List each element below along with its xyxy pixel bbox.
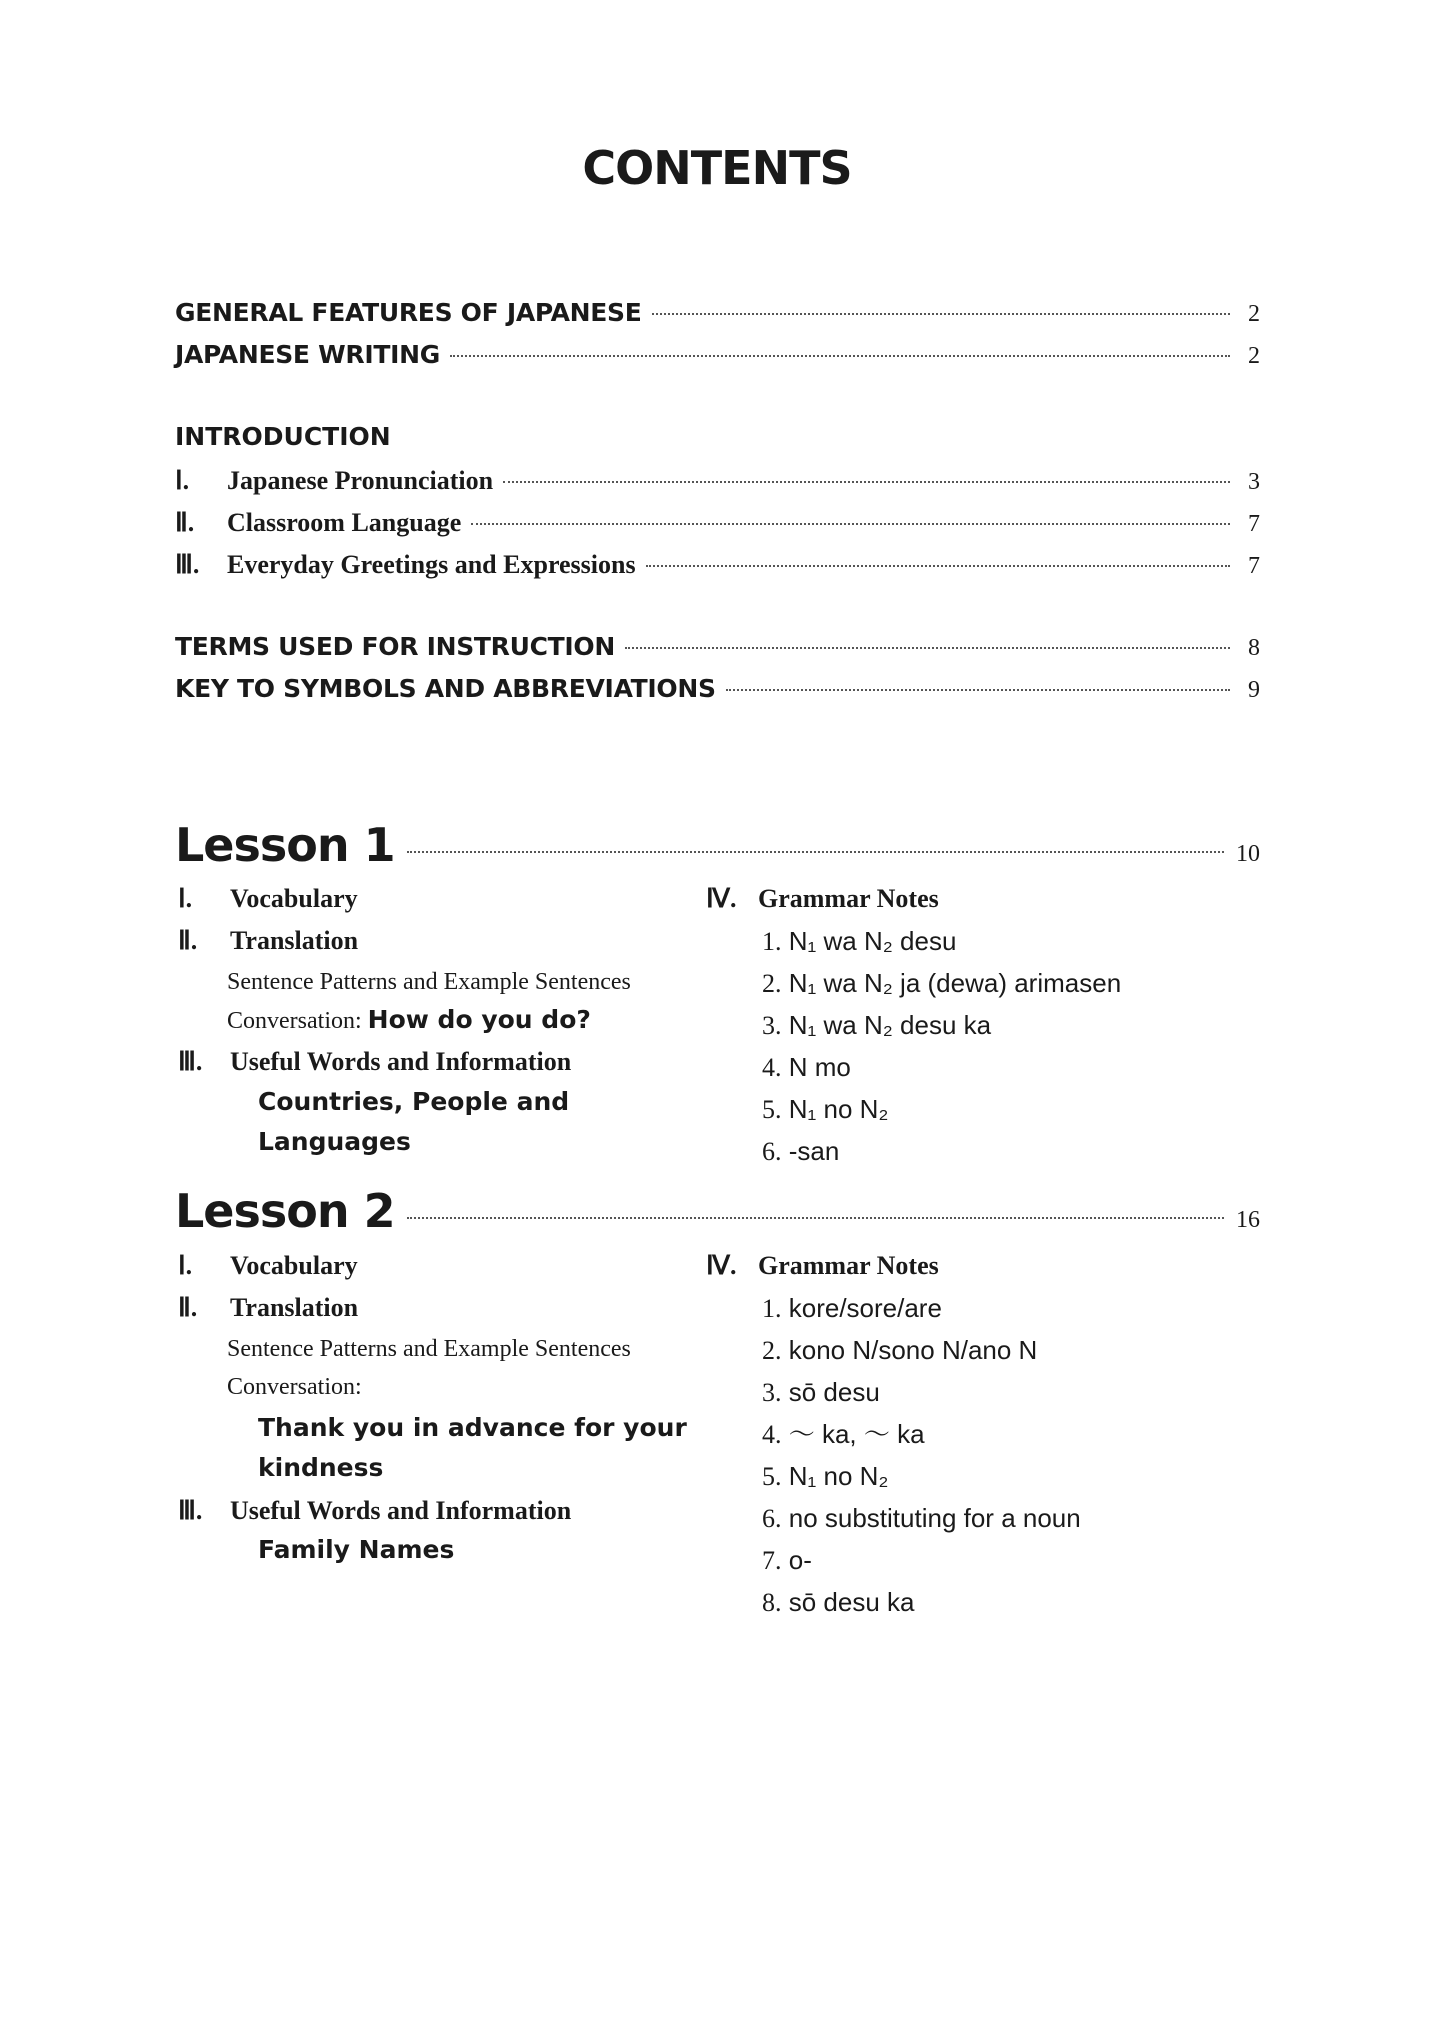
grammar-note-item[interactable]: [762, 1287, 942, 1330]
grammar-note-text: ～ ka, ～ ka: [788, 1419, 925, 1449]
grammar-note-number: 5.: [762, 1095, 782, 1124]
grammar-note-text: N₁ wa N₂ ja (dewa) arimasen: [788, 968, 1122, 998]
grammar-note-number: 1.: [762, 927, 782, 956]
grammar-note-item[interactable]: [762, 1497, 1081, 1540]
grammar-note-text: no substituting for a noun: [788, 1503, 1081, 1533]
grammar-note-number: 2.: [762, 1336, 782, 1365]
toc-entry-greetings[interactable]: [175, 544, 1260, 586]
grammar-note-text: N₁ no N₂: [788, 1094, 889, 1124]
grammar-note-number: 3.: [762, 1011, 782, 1040]
toc-entry-label: TERMS USED FOR INSTRUCTION: [175, 632, 616, 661]
grammar-note-text: N mo: [788, 1052, 851, 1082]
section-label: Vocabulary: [230, 884, 358, 913]
page-title: CONTENTS: [582, 141, 852, 195]
section-label: Vocabulary: [230, 1251, 358, 1280]
grammar-note-text: o-: [788, 1545, 812, 1575]
grammar-note-text: sō desu ka: [788, 1587, 915, 1617]
dot-leader: [407, 1217, 1224, 1219]
grammar-note-item[interactable]: [762, 1455, 889, 1498]
roman-numeral: Ⅳ.: [706, 1251, 737, 1280]
useful-topic: Countries, People and: [258, 1087, 570, 1116]
dot-leader: [503, 481, 1230, 483]
grammar-note-item[interactable]: [762, 962, 1121, 1005]
grammar-note-item[interactable]: [762, 1539, 812, 1582]
lesson-1-vocabulary[interactable]: [178, 878, 358, 920]
grammar-note-text: kono N/sono N/ano N: [788, 1335, 1038, 1365]
toc-page-number: 10: [1236, 841, 1260, 867]
dot-leader: [407, 851, 1224, 853]
toc-page-number: 2: [1248, 343, 1260, 369]
conversation-title: How do you do?: [367, 1005, 591, 1034]
lesson-1-heading[interactable]: [175, 818, 1260, 872]
toc-page-number: 8: [1248, 635, 1260, 661]
grammar-note-number: 8.: [762, 1588, 782, 1617]
roman-numeral: Ⅱ.: [178, 926, 198, 955]
lesson-2-useful-words[interactable]: [178, 1490, 571, 1532]
toc-page-number: 7: [1248, 553, 1260, 579]
conversation-label: Conversation:: [227, 1374, 362, 1400]
section-label: Grammar Notes: [758, 884, 939, 913]
dot-leader: [646, 565, 1230, 567]
grammar-note-number: 4.: [762, 1420, 782, 1449]
grammar-note-item[interactable]: [762, 920, 956, 963]
section-label: Translation: [230, 1293, 359, 1322]
sentence-patterns-label: Sentence Patterns and Example Sentences: [227, 969, 631, 995]
grammar-note-text: kore/sore/are: [788, 1293, 942, 1323]
section-label: Useful Words and Information: [230, 1496, 572, 1525]
toc-page-number: 2: [1248, 301, 1260, 327]
roman-numeral: Ⅲ.: [178, 1496, 203, 1525]
grammar-note-item[interactable]: [762, 1329, 1037, 1372]
grammar-note-number: 7.: [762, 1546, 782, 1575]
toc-entry-general-features[interactable]: [175, 292, 1260, 334]
grammar-note-number: 5.: [762, 1462, 782, 1491]
grammar-note-item[interactable]: [762, 1046, 851, 1089]
lesson-2-vocabulary[interactable]: [178, 1245, 358, 1287]
grammar-note-text: -san: [788, 1136, 840, 1166]
lesson-title: Lesson 1: [175, 818, 395, 872]
section-label: Translation: [230, 926, 359, 955]
lesson-1-translation[interactable]: [178, 920, 358, 962]
lesson-2-grammar-notes[interactable]: [706, 1245, 939, 1287]
toc-page-number: 7: [1248, 511, 1260, 537]
toc-entry-classroom-language[interactable]: [175, 502, 1260, 544]
roman-numeral: Ⅳ.: [706, 884, 737, 913]
useful-topic-continued: Languages: [258, 1127, 411, 1156]
grammar-note-item[interactable]: [762, 1088, 889, 1131]
conversation-title-continued: kindness: [258, 1453, 384, 1482]
toc-entry-label: JAPANESE WRITING: [175, 340, 440, 369]
toc-page-number: 16: [1236, 1207, 1260, 1233]
toc-page-number: 9: [1248, 677, 1260, 703]
lesson-1-grammar-notes[interactable]: [706, 878, 939, 920]
roman-numeral: Ⅲ.: [178, 1047, 203, 1076]
grammar-note-item[interactable]: [762, 1413, 925, 1456]
dot-leader: [652, 313, 1230, 315]
introduction-heading: INTRODUCTION: [175, 422, 391, 451]
grammar-note-item[interactable]: [762, 1581, 914, 1624]
toc-entry-label: GENERAL FEATURES OF JAPANESE: [175, 298, 642, 327]
grammar-note-number: 4.: [762, 1053, 782, 1082]
toc-entry-terms[interactable]: [175, 626, 1260, 668]
useful-topic: Family Names: [258, 1535, 455, 1564]
dot-leader: [625, 647, 1230, 649]
toc-page-number: 3: [1248, 469, 1260, 495]
roman-numeral: Ⅲ.: [175, 550, 200, 579]
grammar-note-number: 6.: [762, 1137, 782, 1166]
dot-leader: [471, 523, 1230, 525]
grammar-note-text: N₁ wa N₂ desu: [788, 926, 957, 956]
grammar-note-text: N₁ wa N₂ desu ka: [788, 1010, 992, 1040]
toc-entry-key-symbols[interactable]: [175, 668, 1260, 710]
lesson-1-useful-words[interactable]: [178, 1041, 571, 1083]
lesson-2-translation[interactable]: [178, 1287, 358, 1329]
grammar-note-item[interactable]: [762, 1371, 880, 1414]
dot-leader: [726, 689, 1230, 691]
section-label: Grammar Notes: [758, 1251, 939, 1280]
conversation-line: [227, 1000, 591, 1041]
dot-leader: [450, 355, 1230, 357]
conversation-label: Conversation:: [227, 1008, 362, 1034]
lesson-title: Lesson 2: [175, 1184, 395, 1238]
roman-numeral: Ⅰ.: [175, 466, 190, 495]
toc-entry-label: KEY TO SYMBOLS AND ABBREVIATIONS: [175, 674, 716, 703]
grammar-note-number: 6.: [762, 1504, 782, 1533]
lesson-2-heading[interactable]: [175, 1184, 1260, 1238]
toc-entry-japanese-writing[interactable]: [175, 334, 1260, 376]
toc-entry-label: Japanese Pronunciation: [227, 466, 494, 495]
toc-entry-label: Everyday Greetings and Expressions: [227, 550, 636, 579]
roman-numeral: Ⅱ.: [175, 508, 195, 537]
roman-numeral: Ⅰ.: [178, 1251, 193, 1280]
toc-entry-pronunciation[interactable]: [175, 460, 1260, 502]
roman-numeral: Ⅱ.: [178, 1293, 198, 1322]
grammar-note-number: 2.: [762, 969, 782, 998]
toc-entry-label: Classroom Language: [227, 508, 462, 537]
grammar-note-text: N₁ no N₂: [788, 1461, 889, 1491]
grammar-note-number: 1.: [762, 1294, 782, 1323]
grammar-note-item[interactable]: [762, 1004, 991, 1047]
section-label: Useful Words and Information: [230, 1047, 572, 1076]
grammar-note-number: 3.: [762, 1378, 782, 1407]
roman-numeral: Ⅰ.: [178, 884, 193, 913]
grammar-note-item[interactable]: [762, 1130, 839, 1173]
sentence-patterns-label: Sentence Patterns and Example Sentences: [227, 1336, 631, 1362]
grammar-note-text: sō desu: [788, 1377, 880, 1407]
conversation-title: Thank you in advance for your: [258, 1413, 687, 1442]
